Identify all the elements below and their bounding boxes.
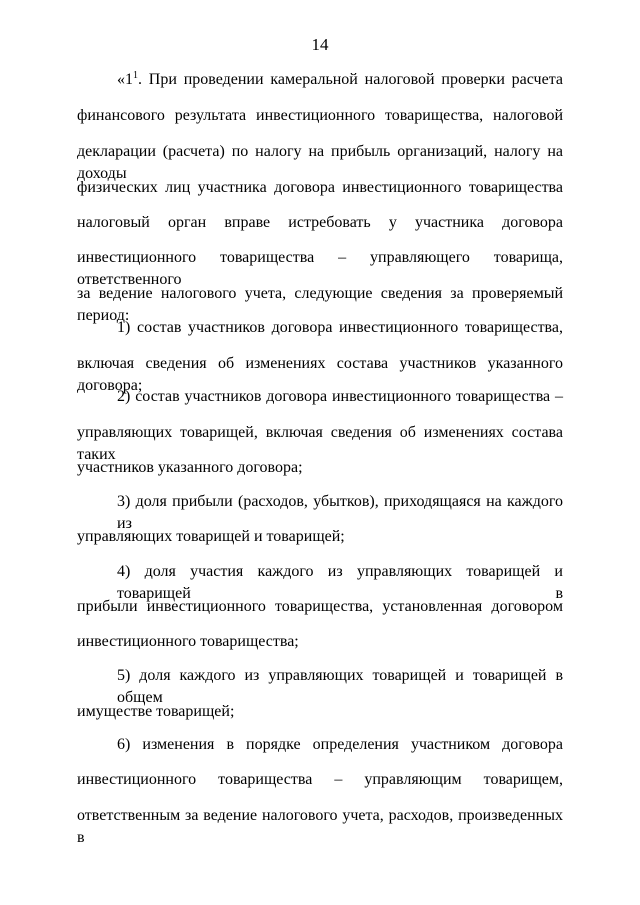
paragraph-line: финансового результата инвестиционного товарищества, налоговой: [77, 107, 563, 124]
list-item-6-line: инвестиционного товарищества – управляющим товарищем,: [77, 771, 563, 788]
list-item-5-line: имуществе товарищей;: [77, 703, 235, 720]
list-item-2-line: 2) состав участников договора инвестиционного товарищества –: [117, 388, 563, 405]
paragraph-line: за ведение налогового учета, следующие сведения за проверяемый период:: [77, 285, 563, 324]
list-item-6-line: ответственным за ведение налогового учета, расходов, произведенных в: [77, 807, 563, 846]
paragraph-line: [117, 69, 563, 91]
paragraph-line: налоговый орган вправе истребовать у участника договора: [77, 214, 563, 231]
list-item-2-line: участников указанного договора;: [77, 459, 303, 476]
clause-superscript: 1: [133, 70, 138, 81]
clause-prefix: «1: [117, 71, 133, 88]
list-item-1-line: 1) состав участников договора инвестиционного товарищества,: [117, 319, 563, 336]
list-item-4-line: инвестиционного товарищества;: [77, 633, 299, 650]
list-item-3-line: управляющих товарищей и товарищей;: [77, 528, 345, 545]
list-item-3-line: 3) доля прибыли (расходов, убытков), приходящаяся на каждого из: [117, 493, 563, 532]
paragraph-line: декларации (расчета) по налогу на прибыль организаций, налогу на доходы: [77, 143, 563, 182]
line-text: . При проведении камеральной налоговой проверки расчета: [138, 71, 563, 88]
paragraph-line: физических лиц участника договора инвестиционного товарищества: [77, 179, 563, 196]
list-item-4-line: 4) доля участия каждого из управляющих товарищей и товарищей в: [117, 563, 563, 602]
list-item-1-line: включая сведения об изменениях состава участников указанного договора;: [77, 355, 563, 394]
page-number: 14: [311, 35, 329, 54]
list-item-6-line: 6) изменения в порядке определения участником договора: [117, 736, 563, 753]
list-item-4-line: прибыли инвестиционного товарищества, установленная договором: [77, 598, 563, 615]
list-item-2-line: управляющих товарищей, включая сведения об изменениях состава таких: [77, 424, 563, 463]
paragraph-line: инвестиционного товарищества – управляющего товарища, ответственного: [77, 249, 563, 288]
list-item-5-line: 5) доля каждого из управляющих товарищей и товарищей в общем: [117, 667, 563, 706]
